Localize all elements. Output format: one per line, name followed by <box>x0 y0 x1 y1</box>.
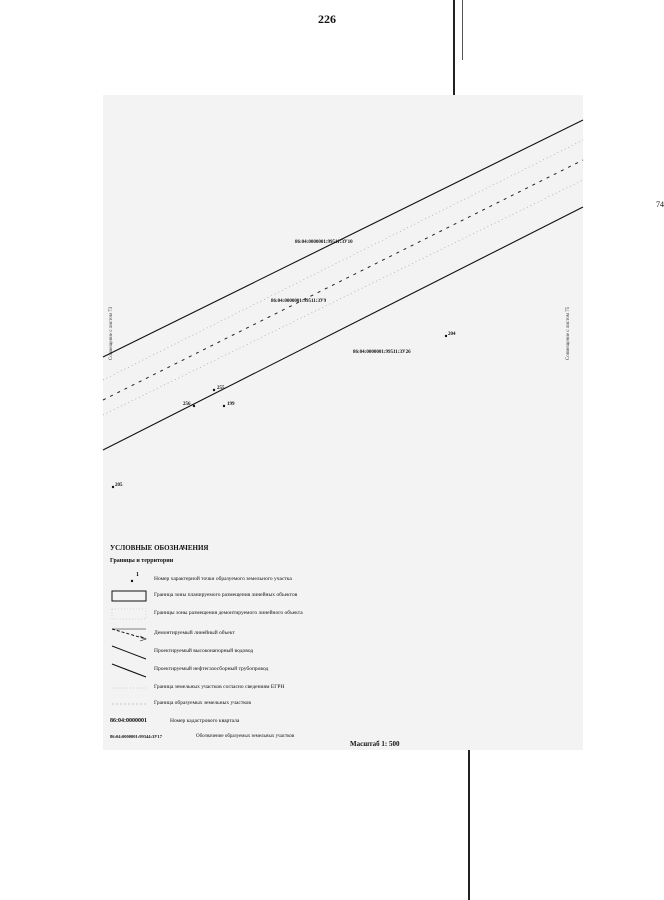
parcel-text: Обозначение образуемых земельных участков <box>196 734 295 739</box>
point-marker <box>445 335 447 337</box>
parcel-label: 86:04:0000001:99511:ЗУ26 <box>353 350 411 355</box>
parcel-code: 86:04:0000001:99344:ЗУ17 <box>110 734 163 739</box>
match-label-right: Совмещение с листом 75 <box>566 306 571 360</box>
legend-item-label: Проектируемый высоконапорный водовод <box>154 648 254 654</box>
legend-item-label: Номер характерной точки образуемого земельного участка <box>154 576 292 582</box>
parcel-boundary <box>103 180 583 415</box>
point-marker <box>112 486 114 488</box>
legend-item-label: Демонтируемый линейный объект <box>154 630 235 636</box>
point-number: 204 <box>448 332 456 337</box>
legend-item <box>110 730 360 746</box>
parcel-boundary <box>103 140 583 380</box>
scan-artifact-line <box>468 750 470 900</box>
legend-item-label: Проектируемый нефтегазосборный трубопровод <box>154 666 269 672</box>
legend-item <box>110 680 360 696</box>
scale-label: Масштаб 1: 500 <box>350 740 400 748</box>
legend-item-label: Граница образуемых земельных участков <box>154 700 251 706</box>
scan-artifact-line <box>453 0 455 95</box>
page-number: 226 <box>318 12 336 26</box>
point-number: 205 <box>115 483 123 488</box>
dismantle-zone-icon <box>110 606 150 622</box>
legend-item <box>110 714 360 730</box>
new-parcel-boundary-icon <box>110 696 150 712</box>
quarter-text: Номер кадастрового квартала <box>170 718 240 724</box>
legend-item <box>110 662 360 678</box>
point-number: 255 <box>217 386 225 391</box>
parcel-label: 86:04:0000001:99511:ЗУ9 <box>271 299 327 304</box>
legend-item <box>110 644 360 660</box>
legend-item <box>110 696 360 712</box>
dismantled-line-object <box>103 160 583 400</box>
legend-item-label: Граница зоны планируемого размещения линейных объектов <box>154 592 298 598</box>
legend-item <box>110 606 360 622</box>
legend-item-label: Границы зоны размещения демонтируемого линейного объекта <box>154 610 303 616</box>
water-pipeline-icon <box>110 644 150 660</box>
point-marker <box>193 405 195 407</box>
point-symbol-icon <box>110 572 150 588</box>
zone-boundary-icon <box>110 588 150 604</box>
legend-item <box>110 588 360 604</box>
scan-artifact-line <box>462 0 463 60</box>
point-marker <box>213 389 215 391</box>
legend-item-label: Граница земельных участков согласно сведениям ЕГРН <box>154 684 285 690</box>
legend <box>110 540 360 750</box>
sheet-number: 74 <box>656 200 664 209</box>
point-marker <box>223 405 225 407</box>
legend-subtitle: Границы и территории <box>110 558 174 564</box>
oil-gas-pipeline-icon <box>110 662 150 678</box>
corridor-boundary-upper <box>103 120 583 357</box>
match-label-left: Совмещение с листом 73 <box>109 306 114 360</box>
egrn-boundary-icon <box>110 680 150 696</box>
legend-point-number: 1 <box>136 572 139 578</box>
point-number: 199 <box>227 402 235 407</box>
point-number: 256 <box>183 402 191 407</box>
parcel-label: 86:04:0000001:99511:ЗУ10 <box>295 240 353 245</box>
legend-item <box>110 572 360 588</box>
dismantled-object-icon <box>110 626 150 642</box>
legend-title: УСЛОВНЫЕ ОБОЗНАЧЕНИЯ <box>110 544 209 552</box>
legend-item <box>110 626 360 642</box>
quarter-code: 86:04:0000001 <box>110 718 147 724</box>
